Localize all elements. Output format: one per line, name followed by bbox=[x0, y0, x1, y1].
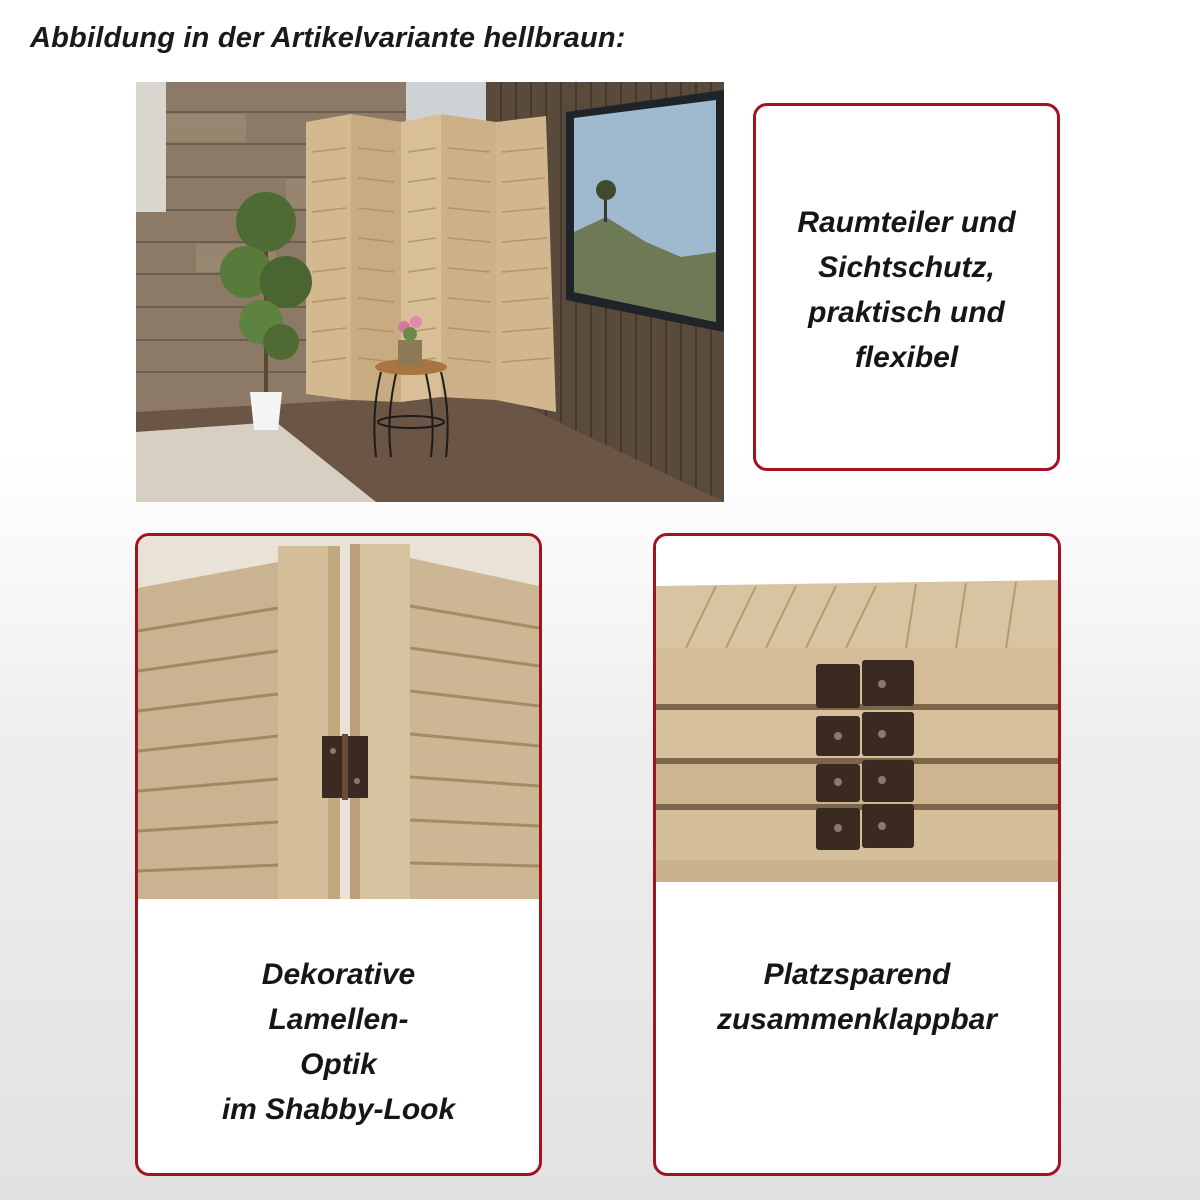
folded-panels-photo bbox=[656, 536, 1058, 882]
card-line: Platzsparend bbox=[763, 958, 951, 991]
card-line: Dekorative bbox=[261, 958, 416, 991]
hinge-closeup-illustration bbox=[138, 536, 539, 899]
card-line: zusammenklappbar bbox=[716, 1003, 998, 1036]
card-line: im Shabby-Look bbox=[221, 1093, 456, 1126]
card-line: Optik bbox=[300, 1048, 377, 1081]
folded-panels-illustration bbox=[656, 536, 1058, 882]
page-heading: Abbildung in der Artikelvariante hellbraun: bbox=[30, 22, 626, 54]
feature-card-room-divider bbox=[753, 103, 1060, 471]
hinge-closeup-photo bbox=[138, 536, 539, 899]
hinge-stack bbox=[816, 660, 914, 850]
card-line: Raumteiler und bbox=[797, 206, 1016, 239]
feature-card-lamellen bbox=[135, 533, 542, 1176]
feature-card-folding bbox=[653, 533, 1061, 1176]
card-line: Sichtschutz, bbox=[818, 251, 995, 284]
hinge bbox=[322, 734, 368, 800]
card-line: flexibel bbox=[854, 341, 959, 374]
card-line: praktisch und bbox=[808, 296, 1005, 329]
card-text-room-divider bbox=[756, 200, 1057, 380]
room-photo bbox=[136, 82, 724, 502]
card-line: Lamellen- bbox=[268, 1003, 409, 1036]
room-scene-illustration bbox=[136, 82, 724, 502]
card-text-lamellen bbox=[138, 952, 539, 1132]
card-text-folding bbox=[656, 952, 1058, 1042]
